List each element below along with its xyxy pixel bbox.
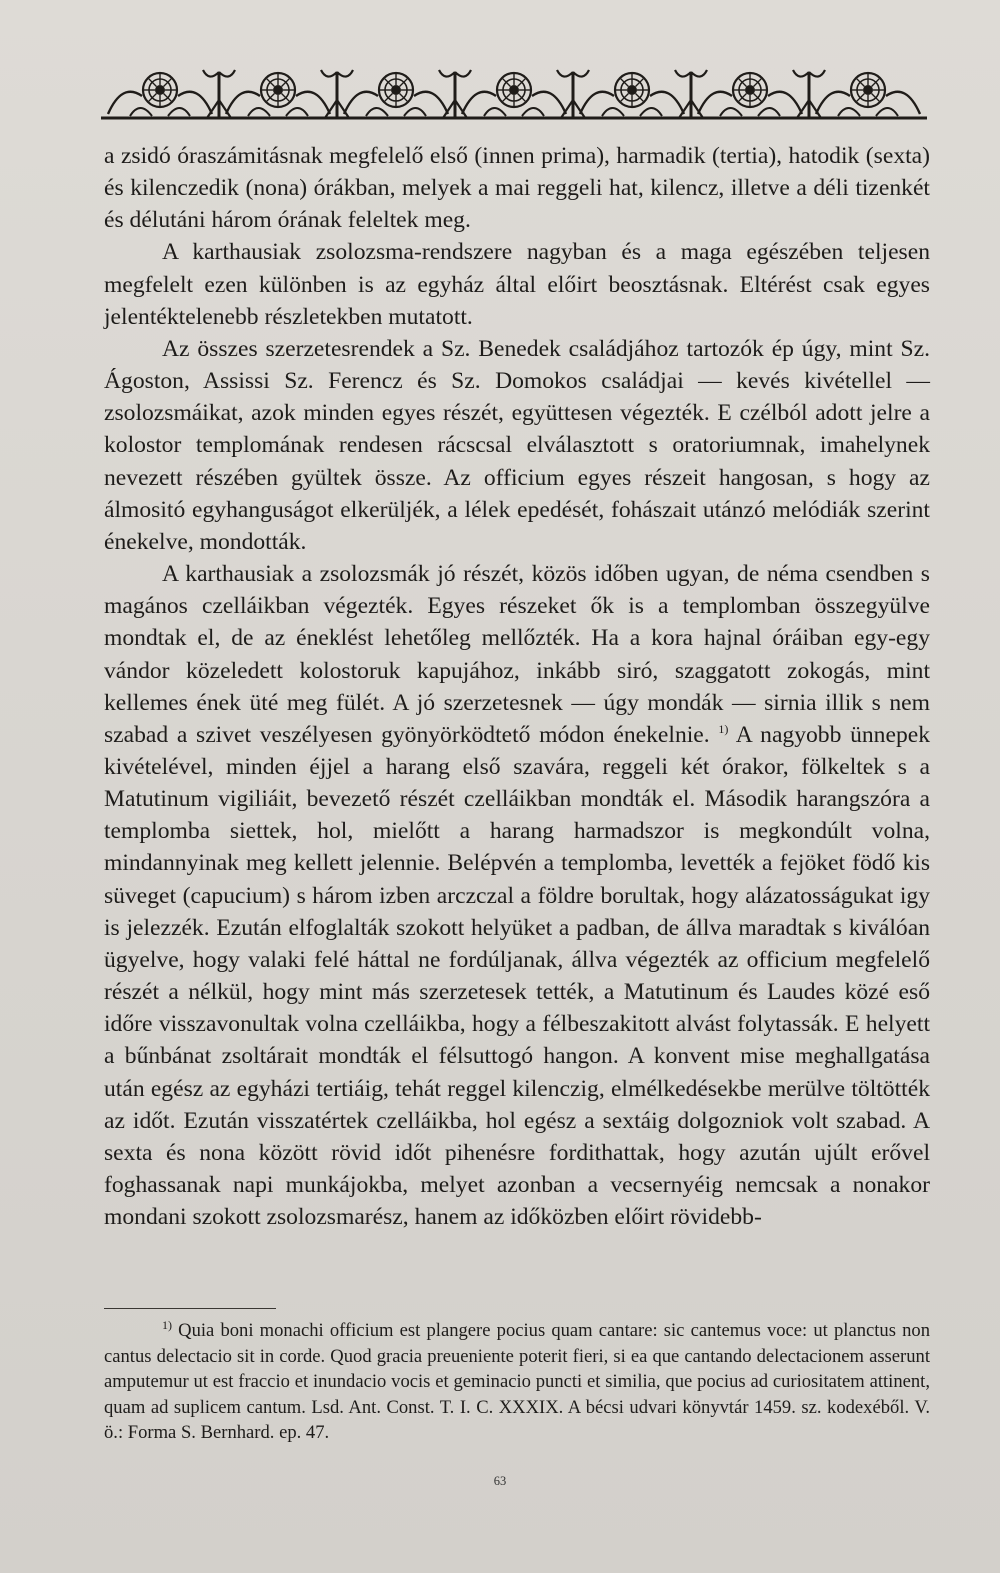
footnote-marker: 1) — [162, 1317, 172, 1332]
footnote-text: Quia boni monachi officium est plangere pocius quam cantare: sic cantemus voce: ut planctus non cantus delectacio sit in corde. Quod gracia preueniente poterit fieri, si ea que cantando delectacionem asserunt amputemur ut est fraccio et inundacio vocis et geminacio puncti et similia, que pocius ad curiositatem attinent, quam ad suplicem cantum. Lsd. Ant. Const. T. I. C. XXXIX. A bécsi udvari könyvtár 1459. sz. kodexéből. V. ö.: Forma S. Bernhard. ep. 47. — [104, 1320, 930, 1443]
footnote — [104, 1318, 930, 1446]
paragraph-2: A karthausiak zsolozsma-rendszere nagyban és a maga egészében teljesen megfelelt ezen különben is az egyház által előirt beosztásnak. Eltérést csak egyes jelentéktelenebb részletekben mutatott. — [104, 239, 930, 330]
paragraph-3: Az összes szerzetesrendek a Sz. Benedek családjához tartozók ép úgy, mint Sz. Ágoston, Assissi Sz. Ferencz és Sz. Domokos családjai — kevés kivétellel — zsolozsmáikat, azok minden egyes részét, együttesen végezték. E czélból adott jelre a kolostor templomának rendesen rácscsal elválasztott s oratoriumnak, imahelynek nevezett részében gyültek össze. Az officium egyes részeit hangosan, s hogy az álmositó egyhanguságot elkerüljék, a lélek epedését, fohászait utánzó melódiák szerint énekelve, mondották. — [104, 335, 930, 555]
paragraph-4 — [104, 558, 930, 1233]
floral-header-ornament — [101, 62, 927, 122]
page-number: 63 — [493, 1474, 507, 1488]
footnote-divider — [104, 1308, 276, 1309]
paragraph-1: a zsidó óraszámitásnak megfelelő első (innen prima), harmadik (tertia), hatodik (sexta) és kilenczedik (nona) órákban, melyek a mai reggeli hat, kilencz, illetve a déli tizenkét és délutáni három órának feleltek meg. — [104, 143, 930, 234]
paragraph-4-continuation: A nagyobb ünnepek kivételével, minden éjjel a harang első szavára, reggeli két órakor, fölkeltek s a Matutinum vigiliáit, bevezető részét czelláikban mondták el. Második harangszóra a templomba siettek, hol, mielőtt a harang harmadszor is megkondúlt volna, mindannyinak meg kellett jelennie. Belépvén a templomba, levették a fejöket födő kis süveget (capucium) s három izben arczczal a földre borultak, hogy alázatosságukat igy is jelezzék. Ezután elfoglalták szokott helyüket a padban, de állva maradtak s kiválóan ügyelve, hogy valaki felé háttal ne fordúljanak, állva végezték az officium megfelelő részét a nélkül, hogy mint más szerzetesek tették, a Matutinum és Laudes közé eső időre visszavonultak volna czelláikba, hogy a félbeszakitott alvást folytassák. E helyett a bűnbánat zsoltárait mondták el félsuttogó hangon. A konvent mise meghallgatása után egész az egyházi tertiáig, tehát reggel kilenczig, elmélkedésekbe merülve töltötték az időt. Ezután visszatértek czelláikba, hol egész a sextáig dolgozniok volt szabad. A sexta és nona között rövid időt pihenésre fordithattak, hogy azután ujúlt erővel foghassanak napi munkájokba, melyet azonban a vecsernyéig nemcsak a nonakor mondani szokott zsolozsmarész, hanem az időközben előirt rövidebb- — [104, 721, 931, 1231]
main-text — [104, 140, 930, 1233]
paragraph-4-start: A karthausiak a zsolozsmák jó részét, közös időben ugyan, de néma csendben s magános czelláikban végezték. Egyes részeket ők is a templomban összegyülve mondtak el, de az éneklést lehetőleg mellőzték. Ha a kora hajnal óráiban egy-egy vándor közeledett kolostoruk kapujához, inkább siró, szaggatott zokogás, mint kellemes ének üté meg fülét. A jó szerzetesnek — úgy mondák — sirnia illik s nem szabad a szivet veszélyesen gyönyörködtető módon énekelnie. — [104, 561, 930, 748]
footnote-reference: 1) — [718, 721, 729, 736]
